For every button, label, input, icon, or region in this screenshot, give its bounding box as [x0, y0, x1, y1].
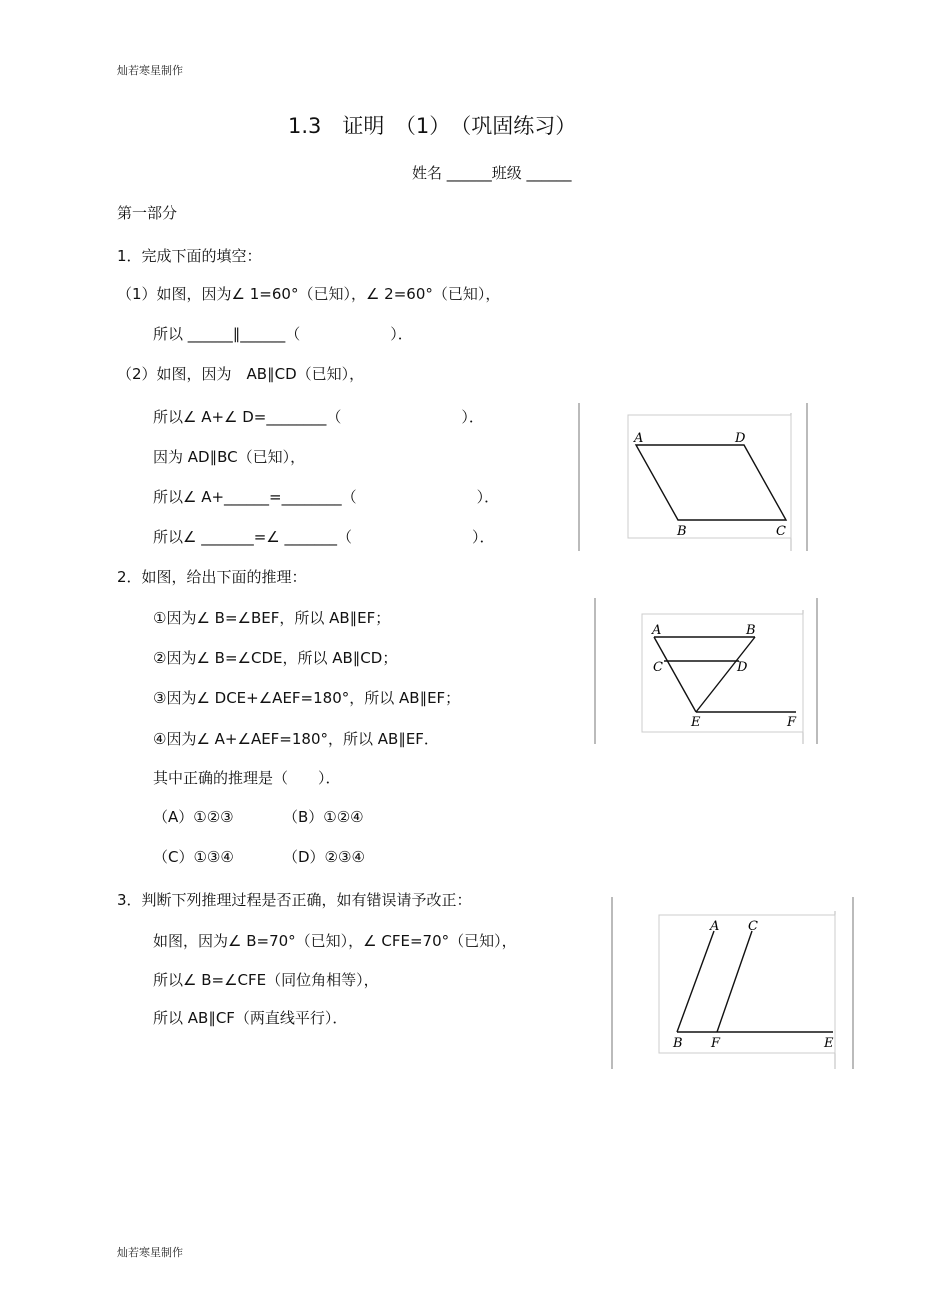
- q1-sub2-line2: 因为 AD∥BC（已知），: [153, 448, 306, 466]
- q2-reason-2: ②因为∠ B=∠CDE，所以 AB∥CD；: [153, 649, 398, 667]
- label-D: D: [737, 660, 748, 675]
- line-FC: [717, 931, 752, 1032]
- label-E: E: [691, 715, 701, 730]
- q1-sub2-given: （2）如图，因为 AB∥CD（已知），: [117, 365, 365, 383]
- line-BA: [677, 931, 714, 1032]
- header-watermark: 灿若寒星制作: [117, 64, 183, 77]
- label-B: B: [677, 524, 687, 539]
- q3-line-1: 如图，因为∠ B=70°（已知），∠ CFE=70°（已知），: [153, 932, 517, 950]
- label-D: D: [735, 431, 746, 446]
- label-E: E: [824, 1036, 834, 1051]
- q2-reason-4: ④因为∠ A+∠AEF=180°，所以 AB∥EF．: [153, 730, 439, 748]
- figure-two-parallel-lines: [610, 897, 858, 1071]
- q2-option-d: （D）②③④: [283, 848, 365, 866]
- label-B: B: [746, 623, 756, 638]
- label-B: B: [673, 1036, 683, 1051]
- label-F: F: [711, 1036, 721, 1051]
- name-class-line: 姓名 ______班级 ______: [412, 164, 572, 182]
- q3-line-2: 所以∠ B=∠CFE（同位角相等），: [153, 971, 379, 989]
- q2-stem: 2．如图，给出下面的推理：: [117, 568, 307, 586]
- q2-option-c: （C）①③④: [153, 848, 234, 866]
- parallelogram-shape: [636, 445, 786, 520]
- q2-option-b: （B）①②④: [283, 808, 364, 826]
- figure-triangle-parallels: [594, 598, 820, 746]
- q1-sub1-conclusion: 所以 ______∥______（ ）．: [153, 325, 413, 343]
- q2-reason-1: ①因为∠ B=∠BEF，所以 AB∥EF；: [153, 609, 391, 627]
- footer-watermark: 灿若寒星制作: [117, 1246, 183, 1259]
- part-heading: 第一部分: [117, 204, 178, 222]
- page-title: 1.3 证明 （1） （巩固练习）: [288, 114, 577, 138]
- q1-sub2-line3: 所以∠ A+______=________（ ）．: [153, 488, 500, 506]
- q2-option-a: （A）①②③: [153, 808, 234, 826]
- label-F: F: [787, 715, 797, 730]
- label-A: A: [634, 431, 644, 446]
- q3-line-3: 所以 AB∥CF（两直线平行）．: [153, 1009, 348, 1027]
- q1-sub1-given: （1）如图，因为∠ 1=60°（已知），∠ 2=60°（已知），: [117, 285, 501, 303]
- q1-stem: 1．完成下面的填空：: [117, 247, 262, 265]
- q2-reason-3: ③因为∠ DCE+∠AEF=180°，所以 AB∥EF；: [153, 689, 461, 707]
- q2-question: 其中正确的推理是（ ）．: [153, 769, 341, 787]
- q1-sub2-line1: 所以∠ A+∠ D=________（ ）．: [153, 408, 484, 426]
- label-C: C: [653, 660, 663, 675]
- label-C: C: [776, 524, 786, 539]
- q1-sub2-line4: 所以∠ _______=∠ _______（ ）．: [153, 528, 495, 546]
- label-A: A: [652, 623, 662, 638]
- label-A: A: [710, 919, 720, 934]
- q3-stem: 3．判断下列推理过程是否正确，如有错误请予改正：: [117, 891, 472, 909]
- figure-parallelogram: [578, 403, 810, 553]
- label-C: C: [748, 919, 758, 934]
